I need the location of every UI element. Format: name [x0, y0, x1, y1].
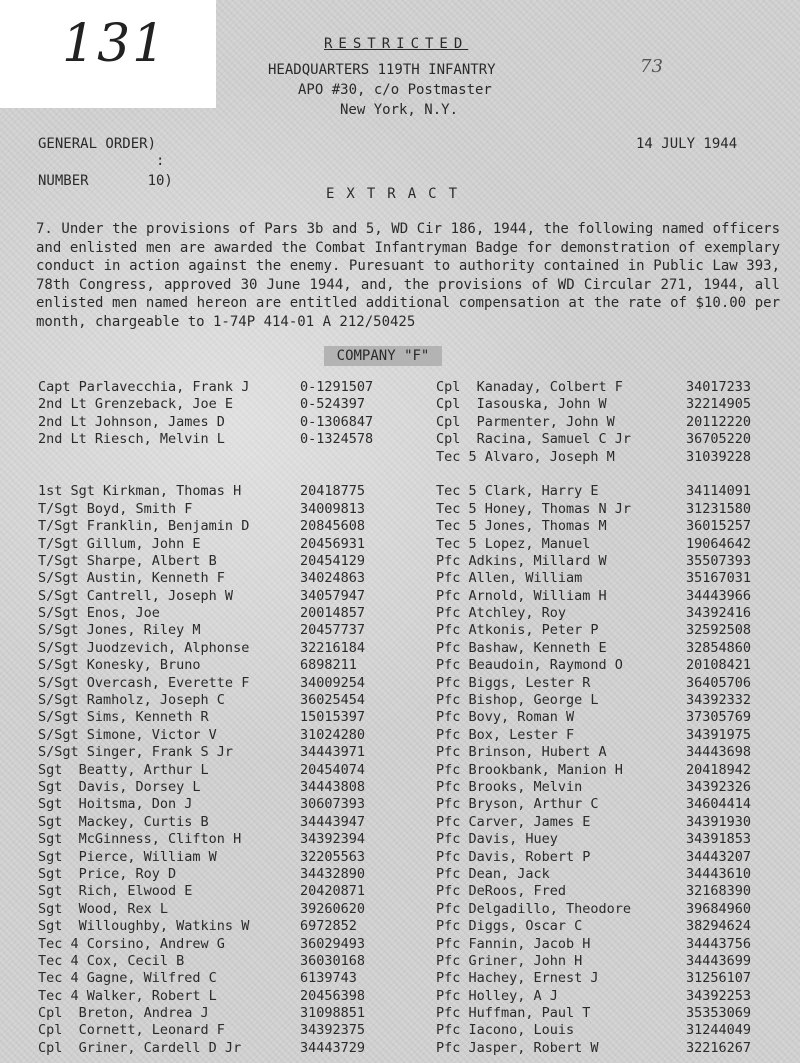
- soldier-name-right: Pfc Griner, John H: [436, 952, 583, 969]
- handwritten-corner-mark: 73: [640, 56, 663, 77]
- serial-number-right: 35167031: [686, 570, 752, 587]
- soldier-name-right: Pfc Adkins, Millard W: [436, 552, 607, 569]
- serial-number-left: 34009254: [300, 674, 366, 691]
- serial-number-left: 0-1291507: [300, 379, 374, 395]
- extract-heading: EXTRACT: [326, 186, 470, 202]
- soldier-name-left: S/Sgt Simone, Victor V: [38, 726, 217, 743]
- serial-number-left: 39260620: [300, 900, 366, 917]
- serial-number-right: 20112220: [686, 413, 752, 430]
- serial-number-right: 34017233: [686, 379, 752, 395]
- roster-row: [0, 953, 800, 970]
- soldier-name-left: S/Sgt Juodzevich, Alphonse: [38, 639, 250, 656]
- serial-number-left: 20456398: [300, 987, 366, 1004]
- soldier-name-left: Sgt Hoitsma, Don J: [38, 796, 193, 813]
- roster-row: [0, 762, 800, 779]
- soldier-name-left: Sgt Davis, Dorsey L: [38, 778, 201, 795]
- roster-row: [0, 536, 800, 553]
- soldier-name-left: S/Sgt Singer, Frank S Jr: [38, 744, 234, 761]
- order-date: 14 JULY 1944: [636, 136, 738, 152]
- serial-number-right: 31231580: [686, 500, 752, 517]
- serial-number-left: 6898211: [300, 657, 357, 674]
- order-colon: :: [156, 153, 165, 169]
- serial-number-left: 0-1306847: [300, 413, 374, 430]
- serial-number-right: 32168390: [686, 883, 752, 900]
- serial-number-left: 15015397: [300, 709, 366, 726]
- roster-row: [0, 657, 800, 674]
- soldier-name-left: Capt Parlavecchia, Frank J: [38, 379, 250, 395]
- serial-number-right: 34391853: [686, 831, 752, 848]
- soldier-name-left: Tec 4 Gagne, Wilfred C: [38, 970, 217, 987]
- serial-number-right: 38294624: [686, 918, 752, 935]
- soldier-name-left: T/Sgt Franklin, Benjamin D: [38, 518, 250, 535]
- serial-number-right: 34443698: [686, 744, 752, 761]
- soldier-name-right: Pfc Atkonis, Peter P: [436, 622, 599, 639]
- roster-row: [0, 849, 800, 866]
- serial-number-right: 34443756: [686, 935, 752, 952]
- soldier-name-left: T/Sgt Gillum, John E: [38, 535, 201, 552]
- soldier-name-left: 2nd Lt Riesch, Melvin L: [38, 431, 225, 448]
- soldier-name-right: Pfc Davis, Robert P: [436, 848, 591, 865]
- roster-row: [0, 1040, 800, 1057]
- roster-row: [0, 936, 800, 953]
- soldier-name-left: 1st Sgt Kirkman, Thomas H: [38, 483, 242, 500]
- serial-number-right: 34392326: [686, 778, 752, 795]
- roster-row: [0, 727, 800, 744]
- roster-row: [0, 1022, 800, 1039]
- serial-number-right: 34392416: [686, 605, 752, 622]
- serial-number-left: 32216184: [300, 639, 366, 656]
- roster-row: [0, 414, 800, 431]
- soldier-name-right: Pfc Biggs, Lester R: [436, 674, 591, 691]
- soldier-name-left: S/Sgt Austin, Kenneth F: [38, 570, 225, 587]
- roster-row: [0, 866, 800, 883]
- soldier-name-left: T/Sgt Boyd, Smith F: [38, 500, 193, 517]
- soldier-name-right: Pfc Iacono, Louis: [436, 1022, 575, 1039]
- serial-number-left: 36025454: [300, 692, 366, 709]
- soldier-name-right: Pfc Carver, James E: [436, 813, 591, 830]
- serial-number-right: 32214905: [686, 396, 752, 413]
- roster-row: [0, 831, 800, 848]
- serial-number-left: 20420871: [300, 883, 366, 900]
- soldier-name-left: Sgt Beatty, Arthur L: [38, 761, 209, 778]
- soldier-name-right: Pfc Arnold, William H: [436, 587, 607, 604]
- roster-row: [0, 744, 800, 761]
- roster-row: [0, 814, 800, 831]
- serial-number-right: 32854860: [686, 639, 752, 656]
- company-heading: COMPANY "F": [324, 346, 442, 366]
- city-line: New York, N.Y.: [340, 102, 459, 118]
- serial-number-left: 36030168: [300, 952, 366, 969]
- soldier-name-right: Pfc Allen, William: [436, 570, 583, 587]
- general-order-label: GENERAL ORDER): [38, 136, 157, 152]
- roster-row: [0, 553, 800, 570]
- roster-row: [0, 901, 800, 918]
- soldier-name-right: Pfc Davis, Huey: [436, 831, 558, 848]
- roster-row: [0, 588, 800, 605]
- serial-number-right: 31039228: [686, 448, 752, 465]
- roster-row: [0, 970, 800, 987]
- soldier-name-right: Pfc Bashaw, Kenneth E: [436, 639, 607, 656]
- roster-row: [0, 518, 800, 535]
- serial-number-right: 39684960: [686, 900, 752, 917]
- serial-number-left: 36029493: [300, 935, 366, 952]
- soldier-name-right: Pfc Brooks, Melvin: [436, 778, 583, 795]
- soldier-name-right: Cpl Racina, Samuel C Jr: [436, 431, 632, 448]
- classification-heading: RESTRICTED: [324, 36, 469, 52]
- soldier-name-right: Pfc Brinson, Hubert A: [436, 744, 607, 761]
- serial-number-left: 20845608: [300, 518, 366, 535]
- soldier-name-left: Cpl Griner, Cardell D Jr: [38, 1039, 242, 1056]
- serial-number-right: 34443699: [686, 952, 752, 969]
- soldier-name-left: S/Sgt Ramholz, Joseph C: [38, 692, 225, 709]
- roster-spacer: [0, 466, 800, 483]
- roster-row: [0, 396, 800, 413]
- soldier-name-right: Pfc Fannin, Jacob H: [436, 935, 591, 952]
- soldier-name-left: T/Sgt Sharpe, Albert B: [38, 552, 217, 569]
- soldier-name-right: Pfc Bishop, George L: [436, 692, 599, 709]
- soldier-name-right: Pfc Beaudoin, Raymond O: [436, 657, 623, 674]
- serial-number-left: 34443947: [300, 813, 366, 830]
- serial-number-right: 36705220: [686, 431, 752, 448]
- roster-row: [0, 692, 800, 709]
- serial-number-right: 34392253: [686, 987, 752, 1004]
- soldier-name-left: 2nd Lt Johnson, James D: [38, 413, 225, 430]
- serial-number-left: 34432890: [300, 865, 366, 882]
- soldier-name-right: Pfc Dean, Jack: [436, 865, 550, 882]
- serial-number-left: 20454074: [300, 761, 366, 778]
- soldier-name-left: Cpl Breton, Andrea J: [38, 1005, 209, 1022]
- soldier-name-right: Pfc DeRoos, Fred: [436, 883, 567, 900]
- soldier-name-right: Pfc Huffman, Paul T: [436, 1005, 591, 1022]
- serial-number-right: 35353069: [686, 1005, 752, 1022]
- soldier-name-left: Sgt Price, Roy D: [38, 865, 177, 882]
- serial-number-right: 20418942: [686, 761, 752, 778]
- soldier-name-right: Tec 5 Honey, Thomas N Jr: [436, 500, 632, 517]
- soldier-name-left: S/Sgt Enos, Joe: [38, 605, 160, 622]
- roster-row: [0, 379, 800, 396]
- soldier-name-left: Sgt Pierce, William W: [38, 848, 217, 865]
- roster-row: [0, 483, 800, 500]
- soldier-name-left: S/Sgt Sims, Kenneth R: [38, 709, 209, 726]
- serial-number-left: 6139743: [300, 970, 357, 987]
- serial-number-left: 32205563: [300, 848, 366, 865]
- serial-number-right: 34443610: [686, 865, 752, 882]
- serial-number-left: 34057947: [300, 587, 366, 604]
- soldier-name-left: S/Sgt Jones, Riley M: [38, 622, 201, 639]
- soldier-name-right: Tec 5 Lopez, Manuel: [436, 535, 591, 552]
- roster-row: [0, 988, 800, 1005]
- roster-row: [0, 796, 800, 813]
- soldier-name-right: Pfc Brookbank, Manion H: [436, 761, 623, 778]
- serial-number-left: 20457737: [300, 622, 366, 639]
- page-number-tag: [0, 0, 216, 108]
- serial-number-left: 0-1324578: [300, 431, 374, 448]
- serial-number-left: 31024280: [300, 726, 366, 743]
- soldier-name-left: 2nd Lt Grenzeback, Joe E: [38, 396, 234, 413]
- serial-number-right: 35507393: [686, 552, 752, 569]
- serial-number-left: 34392375: [300, 1022, 366, 1039]
- soldier-name-right: Pfc Box, Lester F: [436, 726, 575, 743]
- serial-number-left: 20456931: [300, 535, 366, 552]
- soldier-name-left: Tec 4 Corsino, Andrew G: [38, 935, 225, 952]
- serial-number-right: 32216267: [686, 1039, 752, 1056]
- serial-number-right: 34392332: [686, 692, 752, 709]
- serial-number-right: 34443966: [686, 587, 752, 604]
- soldier-name-left: S/Sgt Cantrell, Joseph W: [38, 587, 234, 604]
- soldier-name-left: Tec 4 Walker, Robert L: [38, 987, 217, 1004]
- soldier-name-right: Pfc Diggs, Oscar C: [436, 918, 583, 935]
- serial-number-left: 34024863: [300, 570, 366, 587]
- soldier-name-right: Pfc Bovy, Roman W: [436, 709, 575, 726]
- roster-row: [0, 501, 800, 518]
- serial-number-left: 30607393: [300, 796, 366, 813]
- roster-row: [0, 570, 800, 587]
- serial-number-left: 34443729: [300, 1039, 366, 1056]
- award-paragraph: 7. Under the provisions of Pars 3b and 5, WD Cir 186, 1944, the following named officers and enlisted men are awarded the Combat Infantryman Badge for demonstration of exemplary conduct in action against the enemy. Puresuant to authority contained in Public Law 393, 78th Congress, approved 30 June 1944, and, the provisions of WD Circular 271, 1944, all enlisted men named hereon are entitled additional compensation at the rate of $10.00 per month, chargeable to 1-74P 414-01 A 212/50425: [36, 221, 780, 330]
- serial-number-right: 31244049: [686, 1022, 752, 1039]
- soldier-name-right: Pfc Jasper, Robert W: [436, 1039, 599, 1056]
- order-number: NUMBER 10): [38, 173, 173, 189]
- serial-number-right: 34391930: [686, 813, 752, 830]
- roster-row: [0, 1005, 800, 1022]
- soldier-name-left: Sgt Wood, Rex L: [38, 900, 169, 917]
- serial-number-right: 34443207: [686, 848, 752, 865]
- soldier-name-left: Sgt Rich, Elwood E: [38, 883, 193, 900]
- soldier-name-right: Cpl Iasouska, John W: [436, 396, 607, 413]
- roster-row: [0, 449, 800, 466]
- soldier-name-right: Tec 5 Clark, Harry E: [436, 483, 599, 500]
- serial-number-left: 20014857: [300, 605, 366, 622]
- soldier-name-right: Pfc Hachey, Ernest J: [436, 970, 599, 987]
- roster-row: [0, 431, 800, 448]
- serial-number-right: 20108421: [686, 657, 752, 674]
- roster-row: [0, 709, 800, 726]
- soldier-name-right: Cpl Kanaday, Colbert F: [436, 379, 623, 395]
- serial-number-left: 34443971: [300, 744, 366, 761]
- serial-number-left: 20454129: [300, 552, 366, 569]
- unit-heading: HEADQUARTERS 119TH INFANTRY: [268, 62, 496, 78]
- soldier-name-right: Pfc Delgadillo, Theodore: [436, 900, 632, 917]
- soldier-name-right: Tec 5 Jones, Thomas M: [436, 518, 607, 535]
- handwritten-page-number: 131: [62, 14, 168, 74]
- roster-row: [0, 883, 800, 900]
- serial-number-left: 20418775: [300, 483, 366, 500]
- roster-row: [0, 675, 800, 692]
- soldier-name-left: S/Sgt Konesky, Bruno: [38, 657, 201, 674]
- serial-number-right: 36015257: [686, 518, 752, 535]
- serial-number-right: 32592508: [686, 622, 752, 639]
- apo-line: APO #30, c/o Postmaster: [298, 82, 492, 98]
- serial-number-right: 31256107: [686, 970, 752, 987]
- soldier-name-left: Sgt McGinness, Clifton H: [38, 831, 242, 848]
- serial-number-right: 34391975: [686, 726, 752, 743]
- soldier-name-right: Pfc Holley, A J: [436, 987, 558, 1004]
- serial-number-right: 34114091: [686, 483, 752, 500]
- serial-number-left: 6972852: [300, 918, 357, 935]
- soldier-name-left: Sgt Willoughby, Watkins W: [38, 918, 250, 935]
- soldier-name-right: Pfc Atchley, Roy: [436, 605, 567, 622]
- roster-row: [0, 779, 800, 796]
- roster-row: [0, 918, 800, 935]
- serial-number-right: 37305769: [686, 709, 752, 726]
- serial-number-left: 31098851: [300, 1005, 366, 1022]
- serial-number-right: 19064642: [686, 535, 752, 552]
- soldier-name-right: Tec 5 Alvaro, Joseph M: [436, 448, 615, 465]
- soldier-name-left: S/Sgt Overcash, Everette F: [38, 674, 250, 691]
- roster-row: [0, 605, 800, 622]
- soldier-name-right: Cpl Parmenter, John W: [436, 413, 615, 430]
- serial-number-left: 34392394: [300, 831, 366, 848]
- serial-number-right: 36405706: [686, 674, 752, 691]
- serial-number-left: 34009813: [300, 500, 366, 517]
- soldier-name-left: Tec 4 Cox, Cecil B: [38, 952, 185, 969]
- serial-number-right: 34604414: [686, 796, 752, 813]
- roster-row: [0, 622, 800, 639]
- serial-number-left: 0-524397: [300, 396, 366, 413]
- roster-row: [0, 640, 800, 657]
- soldier-name-right: Pfc Bryson, Arthur C: [436, 796, 599, 813]
- serial-number-left: 34443808: [300, 778, 366, 795]
- soldier-name-left: Sgt Mackey, Curtis B: [38, 813, 209, 830]
- roster-table: [0, 379, 800, 1057]
- soldier-name-left: Cpl Cornett, Leonard F: [38, 1022, 225, 1039]
